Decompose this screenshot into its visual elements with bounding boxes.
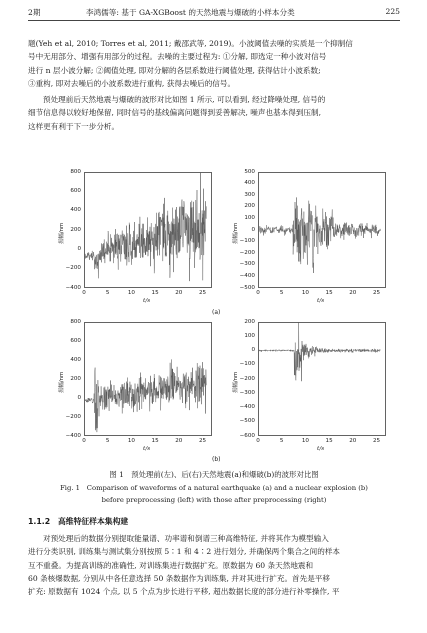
waveform-panel-b-right — [258, 322, 386, 436]
x-tick-label: 5 — [279, 290, 284, 296]
y-tick-label: 300 — [244, 191, 255, 198]
y-tick-label: −200 — [239, 375, 255, 382]
x-tick-label: 25 — [372, 290, 381, 296]
y-tick-label: −200 — [65, 265, 81, 272]
y-tick-label: −300 — [239, 389, 255, 396]
y-axis-label: 振幅/nm — [233, 222, 239, 244]
x-axis-label: t/s — [317, 298, 325, 304]
y-tick-label: 0 — [251, 226, 255, 233]
y-tick-label: 200 — [244, 318, 255, 325]
x-tick-label: 20 — [175, 290, 183, 296]
x-tick-label: 15 — [151, 438, 159, 444]
y-axis-label: 振幅/nm — [59, 371, 65, 393]
y-tick-label: 600 — [70, 337, 81, 344]
x-tick-label: 10 — [127, 290, 135, 296]
x-axis-label: t/s — [317, 446, 325, 452]
x-tick-label: 15 — [325, 438, 333, 444]
x-tick-label: 0 — [82, 290, 86, 296]
x-tick-label: 15 — [151, 290, 159, 296]
x-tick-label: 15 — [325, 290, 333, 296]
y-tick-label: −400 — [65, 432, 81, 439]
x-tick-label: 25 — [372, 438, 381, 444]
y-tick-label: 100 — [244, 214, 255, 221]
page-number: 225 — [385, 7, 400, 16]
caption-en-2: before preprocessing (left) with those after preprocessing (right) — [101, 496, 327, 504]
y-tick-label: −100 — [239, 238, 255, 245]
y-tick-label: 500 — [244, 168, 255, 175]
issue-label: 2期 — [28, 8, 41, 17]
y-tick-label: 800 — [70, 168, 81, 175]
x-tick-label: 10 — [127, 438, 135, 444]
x-tick-label: 25 — [198, 438, 207, 444]
x-tick-label: 20 — [349, 290, 357, 296]
y-tick-label: −400 — [239, 272, 255, 279]
y-tick-label: −300 — [239, 261, 255, 268]
y-tick-label: −500 — [239, 284, 255, 291]
x-tick-label: 10 — [301, 290, 309, 296]
x-tick-label: 5 — [105, 438, 110, 444]
y-tick-label: −200 — [239, 249, 255, 256]
y-axis-label: 振幅/nm — [233, 371, 239, 393]
y-tick-label: 400 — [70, 356, 81, 363]
x-axis-label: t/s — [143, 298, 151, 304]
y-tick-label: 200 — [70, 375, 81, 382]
waveform-trace — [259, 322, 380, 381]
y-tick-label: 0 — [77, 245, 81, 252]
running-header — [28, 6, 400, 21]
paragraph-feature-set: 对预处理后的数据分别提取能量谱、功率谱和倒谱三种高维特征, 并将其作为模型输入 进行分类识别, 训练集与测试集分别按照 5∶1 和 4∶2 进行划分, 并确保两个集合之间的样本 互不重叠。为提高训练的准确性, 对训练集进行数据扩充。原数据为 60 条天然地震和 60 条核爆数据, 分别从中各任意选择 50 条数据作为训练集, 并对其进行扩充。首先是平移 扩充: 原数据有 1024 个点, 以 5 个点为步长进行平移, 超出数据长度的部分进行补零操作, 平 — [28, 534, 341, 597]
running-title: 李鸿儒等: 基于 GA-XGBoost 的天然地震与爆破的小样本分类 — [86, 8, 295, 17]
waveform-panel-a-left — [84, 172, 212, 288]
x-tick-label: 0 — [256, 290, 260, 296]
x-tick-label: 10 — [301, 438, 309, 444]
y-tick-label: 0 — [77, 394, 81, 401]
x-tick-label: 25 — [198, 290, 207, 296]
y-tick-label: −100 — [239, 361, 255, 368]
x-tick-label: 20 — [349, 438, 357, 444]
y-tick-label: −200 — [65, 413, 81, 420]
section-title: 1.1.2 高维特征样本集构建 — [28, 517, 129, 526]
subfigure-label-a: (a) — [212, 309, 221, 316]
x-tick-label: 5 — [105, 290, 110, 296]
caption-cn: 图 1 预处理前(左)、后(右)天然地震(a)和爆破(b)的波形对比图 — [109, 470, 319, 479]
x-tick-label: 20 — [175, 438, 183, 444]
x-axis-label: t/s — [143, 446, 151, 452]
y-tick-label: 400 — [70, 207, 81, 214]
y-tick-label: 400 — [244, 180, 255, 187]
waveform-trace — [85, 173, 206, 282]
y-tick-label: −600 — [239, 432, 255, 439]
y-tick-label: 600 — [70, 187, 81, 194]
waveform-trace — [85, 359, 206, 432]
caption-en-1: Fig. 1 Comparison of waveforms of a natural earthquake (a) and a nuclear explosion (b) — [60, 484, 368, 492]
paragraph-denoise: 题(Yeh et al, 2010; Torres et al, 2011; 戴邵武等, 2019)。小波阈值去噪的实质是一个抑制信 号中无用部分、增强有用部分的过程。去噪的主要过程为: ①分解, 即选定一种小波对信号 进行 n 层小波分解; ②阈值处理, 即对分解的各层系数进行阈值处理, 获得估计小波系数; ③重构, 即对去噪后的小波系数进行重构, 获得去噪后的信号。 — [28, 39, 353, 88]
subfigure-label-b: (b) — [212, 456, 221, 463]
x-tick-label: 0 — [256, 438, 260, 444]
y-tick-label: 200 — [70, 226, 81, 233]
waveform-trace — [259, 197, 380, 273]
x-tick-label: 0 — [82, 438, 86, 444]
y-tick-label: 0 — [251, 347, 255, 353]
y-tick-label: −500 — [239, 418, 255, 425]
y-tick-label: −400 — [239, 404, 255, 410]
waveform-panel-b-left — [84, 322, 212, 436]
y-tick-label: 800 — [70, 318, 81, 325]
y-tick-label: 100 — [244, 332, 255, 339]
paragraph-comparison: 预处理前后天然地震与爆破的波形对比如图 1 所示, 可以看到, 经过降噪处理, 信号的 细节信息得以较好地保留, 同时信号的基线偏离问题得到妥善解决, 噪声也基本得到压制, 这样更有利于下一步分析。 — [28, 95, 326, 131]
y-tick-label: −400 — [65, 284, 81, 291]
waveform-panel-a-right — [258, 172, 386, 288]
y-tick-label: 200 — [244, 203, 255, 210]
axes-frame — [259, 323, 386, 436]
x-tick-label: 5 — [279, 438, 284, 444]
y-axis-label: 振幅/nm — [59, 222, 65, 244]
